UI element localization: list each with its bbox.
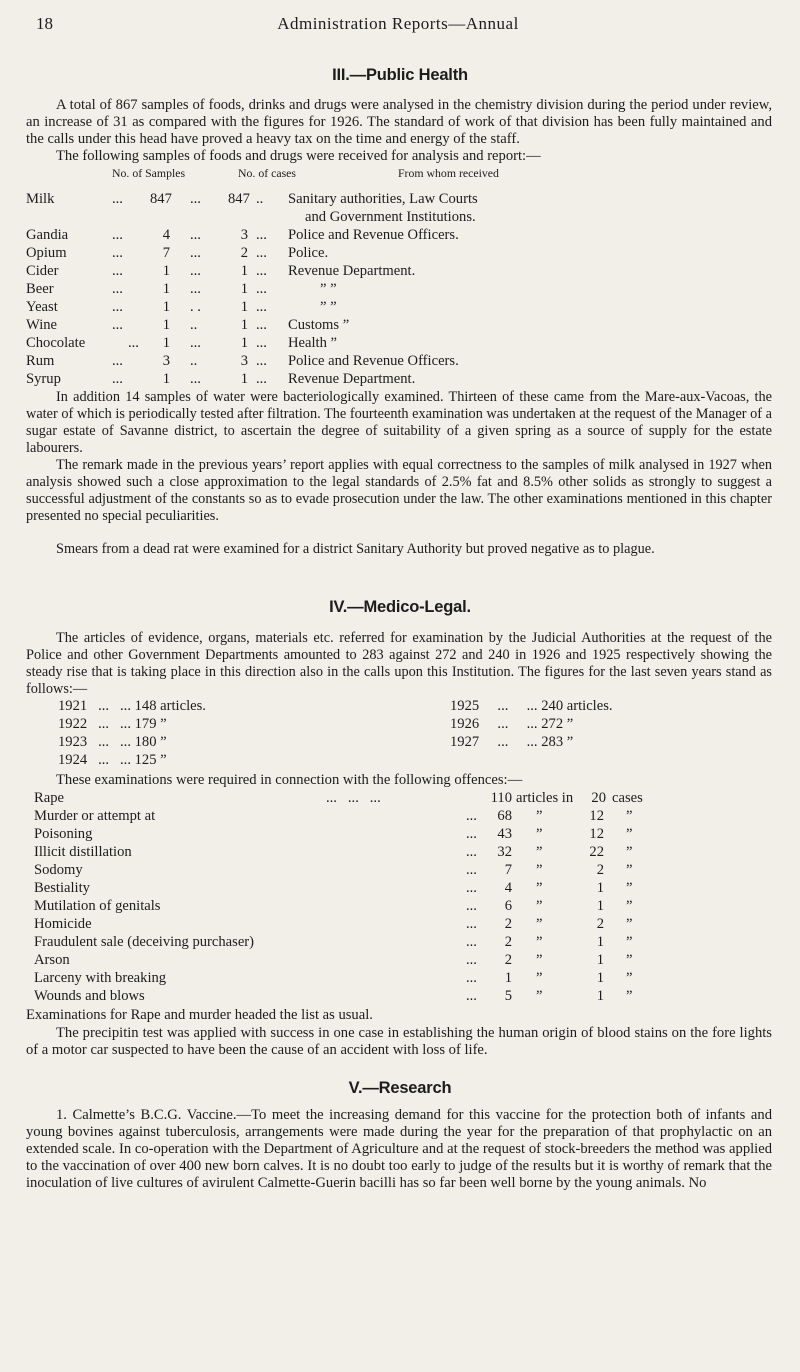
sample-row: Yeast ... 1 . . 1 ... ” ” [26, 299, 337, 315]
smears-paragraph: Smears from a dead rat were examined for a district Sanitary Authority but proved negative as to plague. [56, 541, 655, 557]
sample-row: Syrup ... 1 ... 1 ... Revenue Department. [26, 371, 416, 387]
offence-row: Poisoning ... 43 ” 12 ” [34, 826, 633, 842]
offence-row: Larceny with breaking ... 1 ” 1 ” [34, 970, 633, 986]
offence-row: Homicide ... 2 ” 2 ” [34, 916, 633, 932]
section-heading-research: V.—Research [348, 1079, 452, 1097]
section-heading-public-health: III.—Public Health [332, 66, 468, 84]
running-title: Administration Reports—Annual [277, 14, 519, 33]
offence-row: Wounds and blows ... 5 ” 1 ” [34, 988, 633, 1004]
offence-row: Sodomy ... 7 ” 2 ” [34, 862, 633, 878]
research-paragraph: 1. Calmette’s B.C.G. Vaccine.—To meet the increasing demand for this vaccine for the protection both of infants and young bovines against tuberculosis, arrangements were made during the year for the preparation of that prophylactic on an extended scale. In co-operation with the Department of Agriculture and at the request of stock-breeders the method was applied to the vaccination of over 400 new born calves. It is no doubt too early to judge of the results but it is worthy of remark that the inoculation of live cultures of avirulent Calmette-Guerin bacilli has so far been well borne by the young animals. No [26, 1107, 772, 1191]
sample-row: Beer ... 1 ... 1 ... ” ” [26, 281, 337, 297]
offences-lead: These examinations were required in connection with the following offences:— [56, 772, 523, 788]
col-header-samples: No. of Samples [112, 166, 186, 180]
section-heading-medico-legal: IV.—Medico-Legal. [329, 598, 471, 616]
col-header-cases: No. of cases [238, 166, 296, 180]
sample-row: Opium ... 7 ... 2 ... Police. [26, 245, 329, 261]
year-1921: 1921 ... ... 148 articles. [58, 698, 206, 714]
sample-row: Wine ... 1 .. 1 ... Customs ” [26, 317, 350, 333]
medico-legal-intro: The articles of evidence, organs, materials etc. referred for examination by the Judicial Authorities at the request of the Police and other Government Departments amounted to 283 against 272 and 240 in 1926 and 1925 respectively showing the steady rise that is taking place in this direction also in the calls upon this Institution. The figures for the last seven years stand as follows:— [26, 630, 772, 697]
year-1927: 1927 ... ... 283 ” [450, 734, 574, 750]
offence-row: Fraudulent sale (deceiving purchaser) ... 2 ” 1 ” [34, 934, 633, 950]
year-1924: 1924 ... ... 125 ” [58, 752, 167, 768]
public-health-intro: A total of 867 samples of foods, drinks and drugs were analysed in the chemistry division during the period under review, an increase of 31 as compared with the figures for 1926. The standard of work of that division has been fully maintained and the calls under this head have proved a heavy tax on the time and energy of the staff. [26, 97, 772, 147]
sample-row: Rum ... 3 .. 3 ... Police and Revenue Officers. [26, 353, 459, 369]
precipitin-paragraph: The precipitin test was applied with success in one case in establishing the human origin of blood stains on the fore lights of a motor car suspected to have been the cause of an accident with loss of life. [26, 1025, 772, 1058]
year-1925: 1925 ... ... 240 articles. [450, 698, 613, 714]
samples-lead: The following samples of foods and drugs were received for analysis and report:— [56, 148, 541, 164]
running-header [36, 14, 760, 40]
milk-paragraph: The remark made in the previous years’ report applies with equal correctness to the samples of milk analysed in 1927 when analysis showed such a close approximation to the legal standards of 2.5% fat and 8.5% other solids as strongly to suggest a successful adjustment of the constants so as to evade prosecution under the law. The other examinations mentioned in this chapter presented no special peculiarities. [26, 457, 772, 524]
year-1923: 1923 ... ... 180 ” [58, 734, 167, 750]
sample-row: Gandia ... 4 ... 3 ... Police and Revenue Officers. [26, 227, 459, 243]
offence-row: Bestiality ... 4 ” 1 ” [34, 880, 633, 896]
sample-row: Cider ... 1 ... 1 ... Revenue Department. [26, 263, 416, 279]
offence-row: Mutilation of genitals ... 6 ” 1 ” [34, 898, 633, 914]
offence-row: Arson ... 2 ” 1 ” [34, 952, 633, 968]
sample-row: Milk ... 847 ... 847 .. Sanitary authorities, Law Courts [26, 191, 478, 207]
offence-row: Murder or attempt at ... 68 ” 12 ” [34, 808, 633, 824]
offence-row: Illicit distillation ... 32 ” 22 ” [34, 844, 633, 860]
year-1926: 1926 ... ... 272 ” [450, 716, 574, 732]
water-paragraph: In addition 14 samples of water were bacteriologically examined. Thirteen of these came from the Mare-aux-Vacoas, the water of which is periodically tested after filtration. The fourteenth examination was undertaken at the request of the Manager of a sugar estate of Savanne district, to ascertain the degree of suitability of a given spring as a source of supply for the estate labourers. [26, 389, 772, 456]
sample-row: Chocolate ... 1 ... 1 ... Health ” [26, 335, 338, 351]
offence-row: Rape ... ... ... 110 articles in 20 cases [34, 790, 643, 806]
col-header-source: From whom received [398, 166, 499, 180]
sample-row-cont: and Government Institutions. [305, 209, 476, 225]
year-1922: 1922 ... ... 179 ” [58, 716, 167, 732]
after-list-text: Examinations for Rape and murder headed the list as usual. [26, 1007, 373, 1023]
page-number: 18 [36, 14, 53, 33]
